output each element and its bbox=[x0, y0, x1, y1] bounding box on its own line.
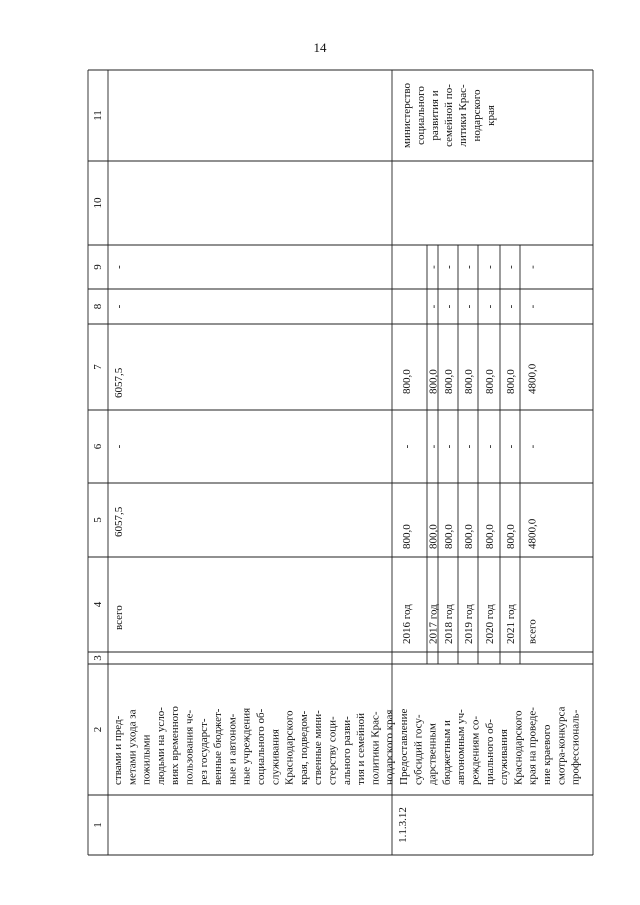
year-federal: - bbox=[526, 444, 539, 449]
prev-row-description-line: рез государст- bbox=[197, 718, 210, 785]
prev-row-description-line: ствами и пред- bbox=[112, 715, 124, 785]
prev-row-description-line: нодарского края bbox=[383, 709, 396, 785]
prev-row-description-line: людьми на усло- bbox=[154, 707, 167, 785]
new-row-description-line: смотра-конкурса bbox=[555, 706, 568, 785]
prev-row-description-line: пожилыми bbox=[140, 734, 153, 785]
year-extra: - bbox=[484, 265, 496, 269]
column-header-1: 1 bbox=[92, 822, 104, 828]
year-local: - bbox=[463, 304, 475, 309]
prev-row-description-line: ные учреждения bbox=[240, 707, 253, 785]
prev-row-description-line: ального разви- bbox=[340, 716, 353, 785]
column-header-9: 9 bbox=[92, 264, 104, 270]
column-header-11: 11 bbox=[92, 110, 104, 121]
new-row-description-line: Предоставление bbox=[398, 708, 410, 785]
year-regional: 800,0 bbox=[463, 369, 475, 394]
prev-row-description-line: Краснодарского bbox=[283, 710, 296, 785]
column-header-3: 3 bbox=[92, 655, 104, 661]
year-federal: - bbox=[505, 444, 517, 449]
year-local: - bbox=[427, 304, 440, 309]
new-row-description-line: субсидий госу- bbox=[412, 714, 425, 785]
new-row-description-line: служивания bbox=[498, 729, 511, 785]
year-local: - bbox=[526, 304, 539, 309]
new-row-description-line: автономным уч- bbox=[455, 709, 468, 785]
year-label: 2020 год bbox=[484, 604, 496, 644]
year-regional: 800,0 bbox=[484, 369, 496, 394]
year-regional: 4800,0 bbox=[526, 363, 539, 394]
column-header-7: 7 bbox=[92, 364, 104, 370]
executor-line: семейной по- bbox=[443, 84, 455, 147]
year-total: 800,0 bbox=[484, 524, 496, 549]
executor-line: социального bbox=[415, 86, 427, 145]
year-federal: - bbox=[484, 444, 496, 449]
prev-row-local: - bbox=[113, 304, 125, 309]
year-total: 800,0 bbox=[401, 524, 413, 549]
year-label: всего bbox=[526, 619, 539, 644]
year-label: 2021 год bbox=[505, 604, 517, 644]
year-label: 2018 год bbox=[443, 604, 455, 644]
year-extra: - bbox=[526, 265, 539, 269]
executor-line: нодарского bbox=[471, 89, 483, 142]
year-total: 800,0 bbox=[463, 524, 475, 549]
prev-row-regional: 6057,5 bbox=[113, 367, 125, 398]
year-regional: 800,0 bbox=[505, 369, 517, 394]
prev-row-federal: - bbox=[113, 444, 125, 449]
year-federal: - bbox=[401, 444, 413, 449]
prev-row-description-line: венные бюджет- bbox=[212, 708, 225, 785]
new-row-description-line: бюджетным и bbox=[440, 720, 453, 785]
prev-row-period: всего bbox=[113, 605, 125, 630]
page-number: 14 bbox=[313, 40, 327, 55]
year-regional: 800,0 bbox=[443, 369, 455, 394]
year-extra: - bbox=[443, 265, 455, 269]
column-header-2: 2 bbox=[92, 726, 104, 733]
year-local: - bbox=[484, 304, 496, 309]
new-row-description-line: реждениям со- bbox=[469, 715, 482, 785]
year-label: 2016 год bbox=[401, 604, 413, 644]
column-header-5: 5 bbox=[92, 517, 104, 523]
prev-row-description-line: социального об- bbox=[255, 708, 267, 785]
prev-row-description-line: виях временного bbox=[169, 706, 182, 785]
year-federal: - bbox=[427, 444, 440, 449]
rotated-table-page bbox=[88, 70, 593, 855]
new-row-description-line: циального об- bbox=[483, 719, 496, 785]
new-row-description-line: края на проведе- bbox=[526, 707, 539, 785]
executor-line: развития и bbox=[429, 90, 441, 141]
prev-row-description-line: тия и семейной bbox=[355, 712, 368, 785]
executor-line: края bbox=[485, 105, 497, 126]
column-header-10: 10 bbox=[92, 197, 104, 209]
new-row-description-line: Краснодарского bbox=[512, 710, 525, 785]
year-total: 800,0 bbox=[443, 524, 455, 549]
new-row-description-line: профессиональ- bbox=[569, 709, 582, 785]
executor-line: министерство bbox=[401, 82, 413, 149]
year-federal: - bbox=[463, 444, 475, 449]
year-extra: - bbox=[505, 265, 517, 269]
column-header-6: 6 bbox=[92, 443, 104, 450]
year-total: 800,0 bbox=[505, 524, 517, 549]
column-header-8: 8 bbox=[92, 303, 104, 310]
prev-row-description-line: края, подведом- bbox=[297, 710, 310, 785]
year-local: - bbox=[443, 304, 455, 309]
year-extra: - bbox=[463, 265, 475, 269]
prev-row-extra: - bbox=[113, 265, 125, 269]
prev-row-description-line: политики Крас- bbox=[369, 711, 382, 785]
prev-row-description-line: ственные мини- bbox=[312, 710, 325, 785]
prev-row-description-line: ные и автоном- bbox=[226, 713, 239, 785]
new-row-description-line: дарственным bbox=[426, 723, 439, 785]
year-local: - bbox=[505, 304, 517, 309]
prev-row-description-line: стерству соци- bbox=[326, 716, 339, 785]
year-regional: 800,0 bbox=[401, 369, 413, 394]
year-label: 2019 год bbox=[463, 604, 475, 644]
item-number: 1.1.3.12 bbox=[397, 807, 409, 843]
year-total: 800,0 bbox=[427, 524, 440, 549]
prev-row-description-line: служивания bbox=[269, 729, 282, 785]
new-row-description-line: ние краевого bbox=[541, 724, 553, 785]
year-federal: - bbox=[443, 444, 455, 449]
year-extra: - bbox=[427, 265, 440, 269]
year-label: 2017 год bbox=[427, 604, 440, 644]
budget-table bbox=[88, 70, 593, 855]
prev-row-description-line: пользования че- bbox=[183, 709, 196, 785]
prev-row-total: 6057,5 bbox=[113, 506, 125, 537]
year-total: 4800,0 bbox=[526, 518, 539, 549]
prev-row-description-line: метами ухода за bbox=[126, 709, 139, 785]
year-regional: 800,0 bbox=[427, 369, 440, 394]
column-header-4: 4 bbox=[92, 601, 104, 608]
executor-line: литики Крас- bbox=[457, 84, 469, 147]
